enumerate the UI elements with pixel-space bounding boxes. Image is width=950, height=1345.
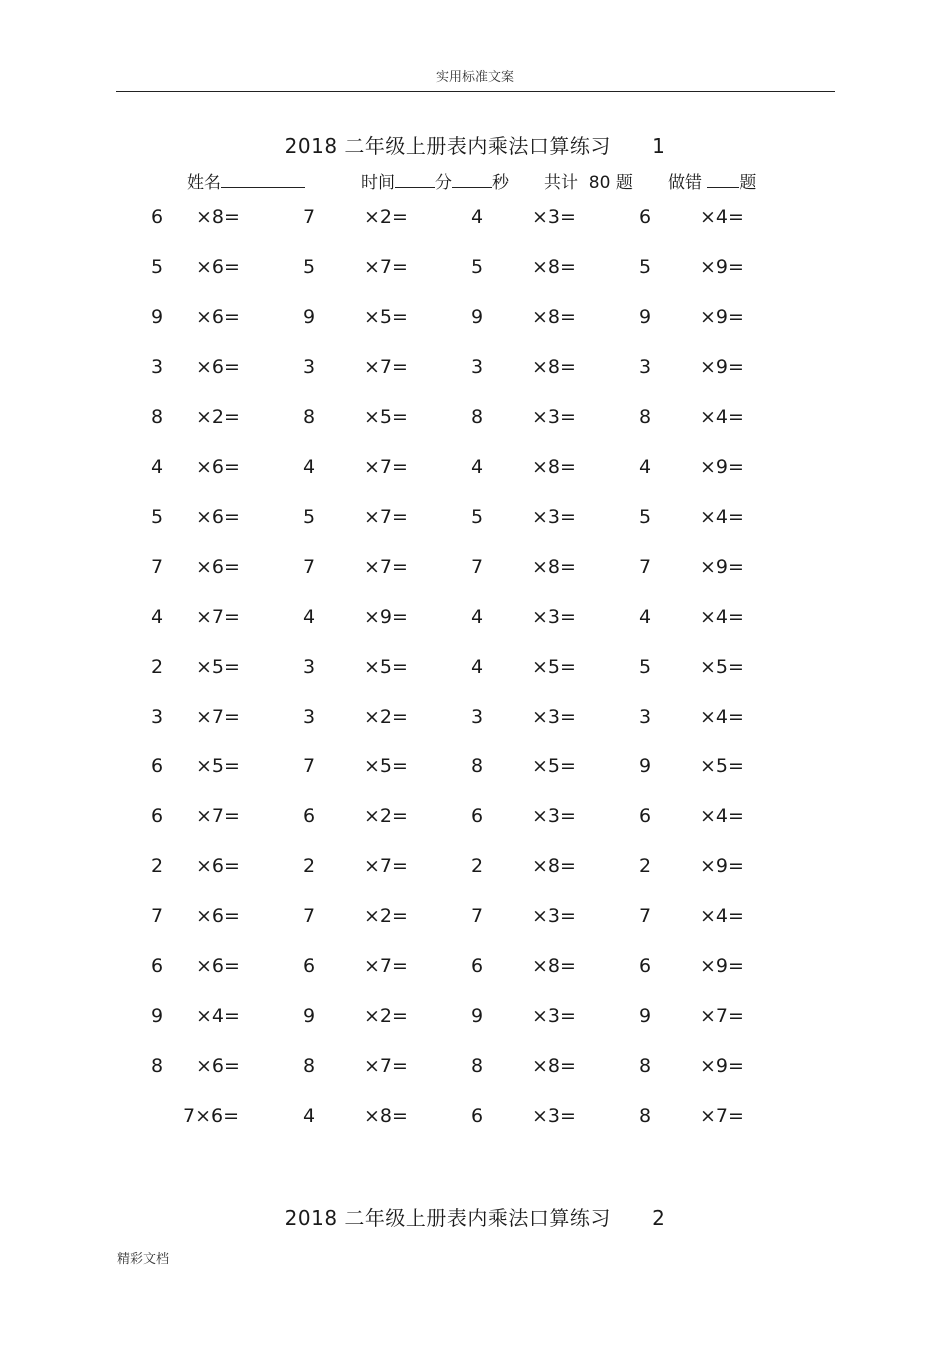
problem-multiplier: ×3= [532,705,576,728]
problem-operand: 8 [471,405,484,428]
problem-operand: 4 [471,655,484,678]
problem-multiplier: ×4= [700,905,744,928]
problem-operand: 5 [303,255,316,278]
problem-operand: 3 [303,705,316,728]
problem-multiplier: ×4= [700,505,744,528]
problem-multiplier: ×2= [364,805,408,828]
problem-row [0,1002,950,1030]
problem-operand: 5 [151,255,164,278]
problem-operand: 6 [151,955,164,978]
problem-multiplier: ×8= [532,855,576,878]
problem-operand: 2 [303,855,316,878]
problem-operand: 2 [471,855,484,878]
wrong-suffix: 题 [739,173,757,193]
problem-multiplier: ×7= [196,705,240,728]
problem-multiplier: ×9= [700,355,744,378]
problem-multiplier: ×6= [196,1055,240,1078]
problem-multiplier: ×9= [700,555,744,578]
problem-operand: 8 [151,1055,164,1078]
problem-multiplier: ×8= [532,355,576,378]
problem-row [0,403,950,431]
problem-multiplier: ×7= [364,555,408,578]
problem-multiplier: ×3= [532,505,576,528]
problem-multiplier: ×9= [700,305,744,328]
problem-row [0,553,950,581]
problem-operand: 7 [151,555,164,578]
problem-multiplier: ×2= [364,1005,408,1028]
minute-blank [395,169,435,188]
problem-multiplier: ×8= [532,455,576,478]
problem-row [0,253,950,281]
problem-multiplier: ×5= [364,305,408,328]
problem-operand: 6 [303,955,316,978]
problem-row [0,902,950,930]
problem-operand: 6 [151,805,164,828]
page-footer: 精彩文档 [117,1252,170,1267]
problem-multiplier: ×8= [532,255,576,278]
worksheet-title-1 [0,130,950,159]
problem-operand: 9 [639,305,652,328]
problem-multiplier: ×5= [364,755,408,778]
problem-multiplier: ×8= [532,1055,576,1078]
title-number: 1 [652,134,666,158]
problem-multiplier: ×4= [700,805,744,828]
problem-operand: 8 [303,405,316,428]
problem-multiplier: ×6= [196,305,240,328]
problem-multiplier: ×3= [532,805,576,828]
problem-operand: 3 [471,355,484,378]
problem-multiplier: ×2= [364,905,408,928]
problem-multiplier: ×5= [364,405,408,428]
problem-multiplier: ×3= [532,1005,576,1028]
problem-operand: 7 [303,555,316,578]
problem-multiplier: ×9= [700,455,744,478]
problem-multiplier: ×8= [532,305,576,328]
problem-operand: 2 [639,855,652,878]
problem-multiplier: ×7= [196,805,240,828]
problem-operand: 9 [151,1005,164,1028]
wrong-blank [707,169,739,188]
problem-multiplier: ×5= [196,655,240,678]
problem-operand: 8 [151,405,164,428]
title-text: 2018 二年级上册表内乘法口算练习 [284,1206,611,1230]
problem-operand: 7 [303,206,316,228]
problem-row [0,852,950,880]
problem-multiplier: ×2= [196,405,240,428]
problem-operand: 4 [639,605,652,628]
problem-operand: 5 [639,505,652,528]
problem-operand: 5 [639,655,652,678]
problem-operand: 4 [639,455,652,478]
problem-multiplier: ×8= [532,555,576,578]
problem-multiplier: ×4= [700,206,744,228]
problem-operand: 9 [471,305,484,328]
wrong-field [668,168,756,193]
problem-multiplier: ×2= [364,705,408,728]
problem-operand: 4 [303,605,316,628]
problem-multiplier: ×4= [196,1005,240,1028]
problem-multiplier: ×7= [364,1055,408,1078]
problem-multiplier: ×6= [196,455,240,478]
problem-operand: 8 [303,1055,316,1078]
problem-operand: 6 [151,755,164,778]
problem-multiplier: ×7= [364,855,408,878]
problem-operand: 8 [639,1055,652,1078]
problem-multiplier: ×9= [700,255,744,278]
name-blank [221,169,305,188]
header-text: 实用标准文案 [435,70,514,85]
problem-multiplier: ×4= [700,705,744,728]
problem-row [0,1102,950,1130]
problem-multiplier: ×8= [532,955,576,978]
problem-multiplier: ×5= [532,655,576,678]
problem-operand: 5 [151,505,164,528]
problem-row [0,503,950,531]
problem-multiplier: ×6= [196,505,240,528]
problem-multiplier: ×5= [532,755,576,778]
title-number: 2 [652,1206,666,1230]
problem-multiplier: ×4= [700,605,744,628]
problem-operand: 6 [639,206,652,228]
problem-multiplier: ×7= [196,605,240,628]
worksheet-title-2 [0,1202,950,1231]
problem-multiplier: ×3= [532,605,576,628]
total-count: 共计 80 题 [544,173,633,193]
problem-multiplier: ×8= [364,1105,408,1128]
problem-operand: 9 [303,305,316,328]
problem-multiplier: ×6= [196,355,240,378]
problem-operand: 4 [151,605,164,628]
problem-row [0,952,950,980]
problem-multiplier: ×6= [196,555,240,578]
problem-operand: 3 [303,355,316,378]
time-field [361,168,509,193]
problem-operand: 9 [151,305,164,328]
problem-multiplier: ×2= [364,206,408,228]
name-field [187,168,305,193]
second-label: 秒 [492,173,509,193]
problem-multiplier: ×9= [700,1055,744,1078]
second-blank [452,169,492,188]
problem-operand: 4 [471,605,484,628]
problem-multiplier: ×6= [196,955,240,978]
problem-operand: 6 [471,1105,484,1128]
problem-operand: 4 [303,455,316,478]
problem-operand: 5 [471,505,484,528]
problem-multiplier: ×7= [364,505,408,528]
problem-operand: 3 [303,655,316,678]
header-divider [116,91,835,92]
problem-operand: 7 [639,555,652,578]
problem-operand: 8 [471,1055,484,1078]
wrong-label: 做错 [668,173,702,193]
title-text: 2018 二年级上册表内乘法口算练习 [284,134,611,158]
problem-operand: 6 [639,805,652,828]
problem-row [0,703,950,731]
problem-row [0,752,950,780]
problem-multiplier: ×7= [364,955,408,978]
problem-multiplier: ×6= [196,255,240,278]
problem-operand: 4 [303,1105,316,1128]
problem-multiplier: ×3= [532,1105,576,1128]
problem-operand: 7 [639,905,652,928]
problem-multiplier: ×9= [700,955,744,978]
problem-operand: 8 [471,755,484,778]
problem-operand: 2 [151,655,164,678]
problem-row [0,453,950,481]
problem-operand: 8 [639,1105,652,1128]
problem-multiplier: ×5= [700,655,744,678]
problem-operand: 5 [303,505,316,528]
problem-operand: 4 [151,455,164,478]
problem-operand: 9 [471,1005,484,1028]
problem-multiplier: ×8= [196,206,240,228]
problem-operand: 3 [151,355,164,378]
problem-operand: 3 [151,705,164,728]
problem-multiplier: ×6= [196,855,240,878]
problem-operand: 3 [471,705,484,728]
problem-operand: 7 [151,905,164,928]
problem-operand: 7 [471,555,484,578]
minute-label: 分 [435,173,452,193]
problem-operand: 4 [471,455,484,478]
problem-row [0,203,950,231]
name-label: 姓名 [187,173,221,193]
problem-multiplier: ×9= [364,605,408,628]
problem-multiplier: ×3= [532,405,576,428]
problem-operand: 8 [639,405,652,428]
problem-multiplier: 7×6= [183,1105,240,1128]
problem-multiplier: ×3= [532,905,576,928]
problem-operand: 6 [471,805,484,828]
problem-multiplier: ×9= [700,855,744,878]
problem-multiplier: ×3= [532,206,576,228]
problem-operand: 2 [151,855,164,878]
problem-operand: 4 [471,206,484,228]
problem-operand: 9 [639,1005,652,1028]
problem-row [0,353,950,381]
problem-operand: 7 [471,905,484,928]
problem-multiplier: ×7= [364,355,408,378]
problem-operand: 5 [471,255,484,278]
problem-operand: 7 [303,755,316,778]
problem-multiplier: ×5= [364,655,408,678]
problem-multiplier: ×7= [700,1105,744,1128]
problem-operand: 9 [303,1005,316,1028]
problem-operand: 3 [639,705,652,728]
problem-multiplier: ×5= [196,755,240,778]
problem-row [0,802,950,830]
problem-multiplier: ×7= [364,455,408,478]
problem-operand: 6 [303,805,316,828]
problem-multiplier: ×6= [196,905,240,928]
problem-operand: 3 [639,355,652,378]
problem-row [0,603,950,631]
problem-multiplier: ×7= [364,255,408,278]
problem-row [0,1052,950,1080]
problem-multiplier: ×5= [700,755,744,778]
problem-row [0,303,950,331]
time-label: 时间 [361,173,395,193]
problem-operand: 6 [471,955,484,978]
problem-row [0,653,950,681]
problem-multiplier: ×4= [700,405,744,428]
problem-multiplier: ×7= [700,1005,744,1028]
problem-operand: 9 [639,755,652,778]
problem-operand: 5 [639,255,652,278]
problem-operand: 6 [151,206,164,228]
problem-operand: 7 [303,905,316,928]
problem-operand: 6 [639,955,652,978]
